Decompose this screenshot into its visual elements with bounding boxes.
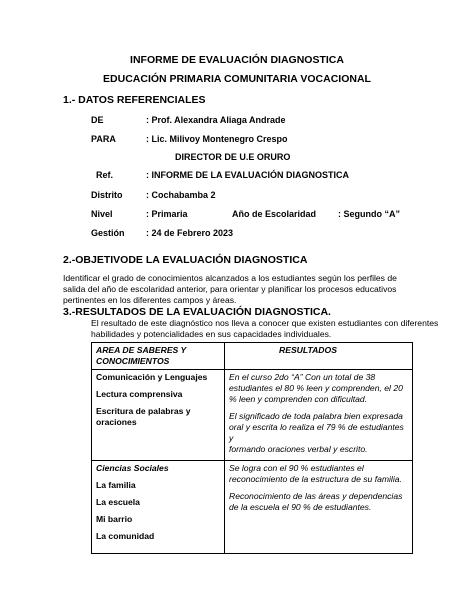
nivel-value: : Primaria	[146, 209, 188, 219]
document-subtitle: EDUCACIÓN PRIMARIA COMUNITARIA VOCACIONAL	[103, 73, 371, 85]
result-line: estudiantes el 80 % leen y comprenden, el 20	[229, 383, 403, 393]
resultados-intro-line: El resultado de este diagnóstico nos lleva a conocer que existen estudiantes con diferentes	[91, 318, 439, 328]
section-objetivo: 2.-OBJETIVODE LA EVALUACIÓN DIAGNOSTICA	[63, 254, 308, 266]
objetivo-paragraph	[63, 273, 433, 306]
objetivo-line: Identificar el grado de conocimientos alcanzados a los estudiantes según los perfiles de	[63, 273, 397, 283]
resultados-intro	[91, 318, 441, 340]
result-line: formando oraciones verbal y escrito.	[229, 444, 368, 454]
distrito-label: Distrito	[91, 190, 123, 200]
table-row	[92, 370, 413, 461]
row1-result-cell	[225, 370, 413, 461]
header-area-cell	[92, 343, 225, 370]
header-area-line: AREA DE SABERES Y	[96, 345, 187, 355]
anio-label: Año de Escolaridad	[232, 209, 317, 219]
area-barrio: Mi barrio	[96, 514, 133, 524]
resultados-intro-line: habilidades y potencialidades en sus capacidades individuales.	[91, 329, 332, 339]
anio-value: : Segundo “A”	[338, 209, 400, 219]
gestion-label: Gestión	[91, 228, 125, 238]
de-value: : Prof. Alexandra Aliaga Andrade	[146, 115, 286, 125]
document-title: INFORME DE EVALUACIÓN DIAGNOSTICA	[130, 54, 344, 66]
distrito-value: : Cochabamba 2	[146, 190, 216, 200]
row2-result-cell	[225, 461, 413, 554]
ref-value: : INFORME DE LA EVALUACIÓN DIAGNOSTICA	[146, 170, 349, 180]
resultados-table	[91, 342, 413, 554]
area-comunicacion: Comunicación y Lenguajes	[96, 372, 208, 382]
para-label: PARA	[91, 134, 116, 144]
result-line: % leen y comprenden con dificultad.	[229, 394, 368, 404]
area-lectura: Lectura comprensiva	[96, 389, 183, 399]
header-area-line: CONOCIMIENTOS	[96, 356, 170, 366]
de-label: DE	[91, 115, 104, 125]
area-ciencias-sociales: Ciencias Sociales	[96, 463, 169, 473]
para-value: : Lic. Milivoy Montenegro Crespo	[146, 134, 288, 144]
result-line: reconocimiento de la estructura de su familia.	[229, 474, 402, 484]
section-resultados: 3.-RESULTADOS DE LA EVALUACIÓN DIAGNOSTICA.	[63, 306, 331, 318]
result-line: de la escuela el 90 % de estudiantes.	[229, 502, 372, 512]
row1-area-cell	[92, 370, 225, 461]
header-resultados-cell	[225, 343, 413, 370]
result-line: oral y escrita lo realiza el 79 % de estudiantes y	[229, 422, 404, 443]
gestion-value: : 24 de Febrero 2023	[146, 228, 234, 238]
result-line: Reconocimiento de las áreas y dependencias	[229, 491, 403, 501]
area-escuela: La escuela	[96, 497, 140, 507]
result-line: En el curso 2do “A” Con un total de 38	[229, 372, 376, 382]
area-escritura: Escritura de palabras y	[96, 406, 191, 416]
header-resultados: RESULTADOS	[279, 345, 337, 355]
area-comunidad: La comunidad	[96, 531, 155, 541]
result-line: El significado de toda palabra bien expresada	[229, 411, 403, 421]
table-row	[92, 461, 413, 554]
objetivo-line: pertinentes en los diferentes campos y áreas.	[63, 295, 237, 305]
row2-area-cell	[92, 461, 225, 554]
area-escritura-cont: oraciones	[96, 417, 137, 427]
ref-label: Ref.	[96, 170, 114, 180]
area-familia: La familia	[96, 480, 136, 490]
table-header-row	[92, 343, 413, 370]
section-datos-referenciales: 1.- DATOS REFERENCIALES	[63, 94, 206, 106]
nivel-label: Nivel	[91, 209, 113, 219]
director-line: DIRECTOR DE U.E ORURO	[175, 152, 291, 162]
result-line: Se logra con el 90 % estudiantes el	[229, 463, 364, 473]
objetivo-line: salida del año de escolaridad anterior, para orientar y planificar los procesos educativos	[63, 284, 397, 294]
